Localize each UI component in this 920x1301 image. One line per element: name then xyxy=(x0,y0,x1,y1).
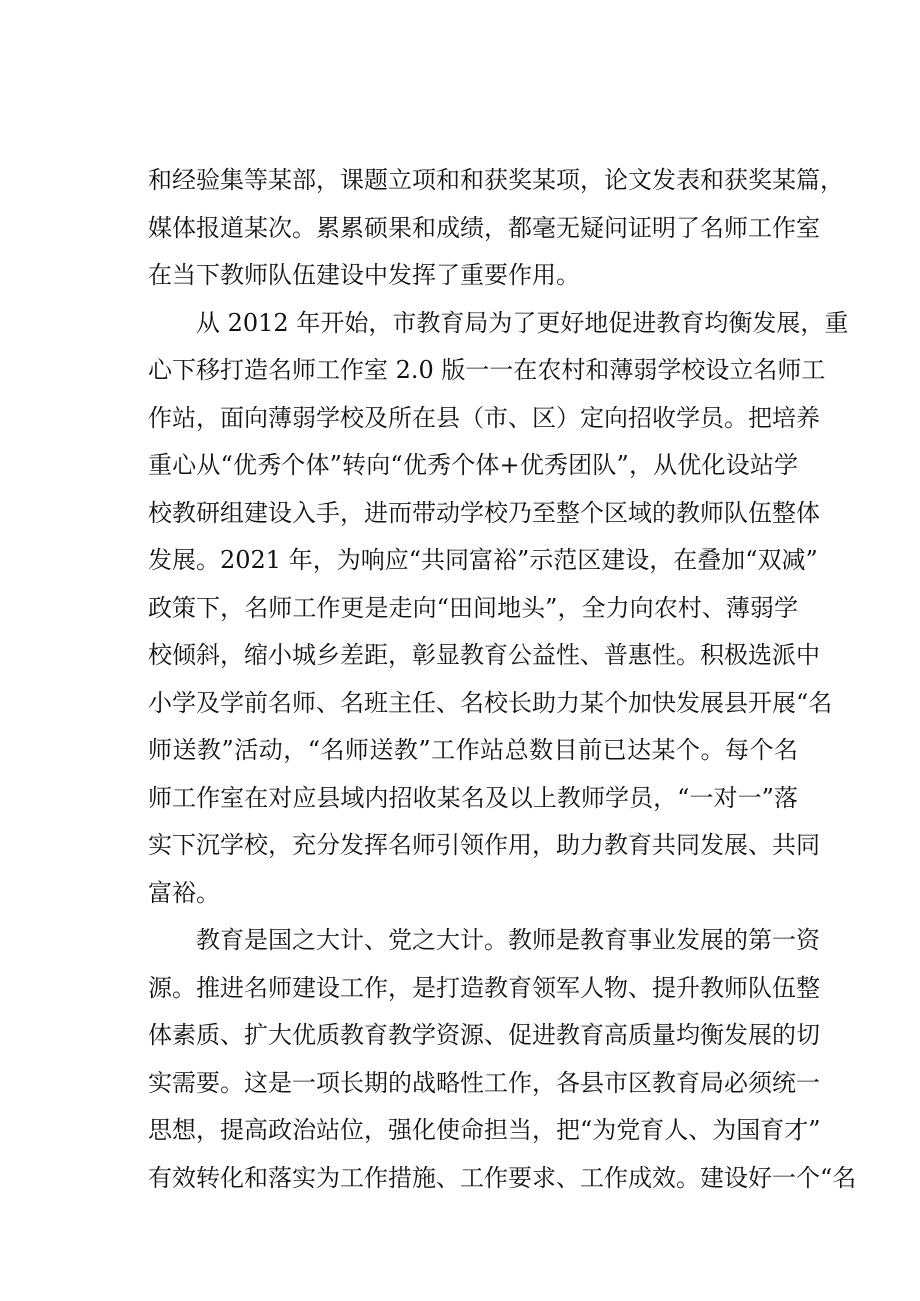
text-line: 师工作室在对应县域内招收某名及以上教师学员，“一对一”落 xyxy=(148,783,798,812)
text-line: 重心从“优秀个体”转向“优秀个体+优秀团队”，从优化设站学 xyxy=(148,451,798,479)
paragraph-2 xyxy=(148,300,849,918)
text-line: 小学及学前名师、名班主任、名校长助力某个加快发展县开展“名 xyxy=(148,688,833,717)
text-line: 政策下，名师工作更是走向“田间地头”，全力向农村、薄弱学 xyxy=(148,593,798,622)
text-line: 源。推进名师建设工作，是打造教育领军人物、提升教师队伍整 xyxy=(148,973,820,1002)
text-line: 实下沉学校，充分发挥名师引领作用，助力教育共同发展、共同 xyxy=(148,831,820,859)
text-line: 富裕。 xyxy=(148,878,220,907)
text-line: 和经验集等某部，课题立项和和获奖某项，论文发表和获奖某篇， xyxy=(148,166,844,194)
text-line: 心下移打造名师工作室 2.0 版一一在农村和薄弱学校设立名师工 xyxy=(148,356,826,384)
text-line: 教育是国之大计、党之大计。教师是教育事业发展的第一资 xyxy=(196,926,820,954)
text-line: 校倾斜，缩小城乡差距，彰显教育公益性、普惠性。积极选派中 xyxy=(148,641,820,669)
paragraph-1 xyxy=(148,157,844,300)
text-line: 发展。2021 年，为响应“共同富裕”示范区建设，在叠加“双减” xyxy=(148,546,818,574)
document-body xyxy=(148,157,857,1202)
text-line: 师送教”活动，“名师送教”工作站总数目前已达某个。每个名 xyxy=(148,736,798,764)
text-line: 有效转化和落实为工作措施、工作要求、工作成效。建设好一个“名 xyxy=(148,1163,857,1192)
text-line: 在当下教师队伍建设中发挥了重要作用。 xyxy=(148,261,580,289)
text-line: 实需要。这是一项长期的战略性工作，各县市区教育局必须统一 xyxy=(148,1068,820,1097)
text-line: 体素质、扩大优质教育教学资源、促进教育高质量均衡发展的切 xyxy=(148,1021,820,1049)
text-line: 从 2012 年开始，市教育局为了更好地促进教育均衡发展，重 xyxy=(196,308,849,337)
text-line: 思想，提高政治站位，强化使命担当，把“为党育人、为国育才” xyxy=(148,1116,821,1144)
paragraph-3 xyxy=(148,917,857,1202)
text-line: 作站，面向薄弱学校及所在县（市、区）定向招收学员。把培养 xyxy=(148,403,820,432)
text-line: 校教研组建设入手，进而带动学校乃至整个区域的教师队伍整体 xyxy=(148,498,820,527)
text-line: 媒体报道某次。累累硕果和成绩，都毫无疑问证明了名师工作室 xyxy=(148,213,820,242)
